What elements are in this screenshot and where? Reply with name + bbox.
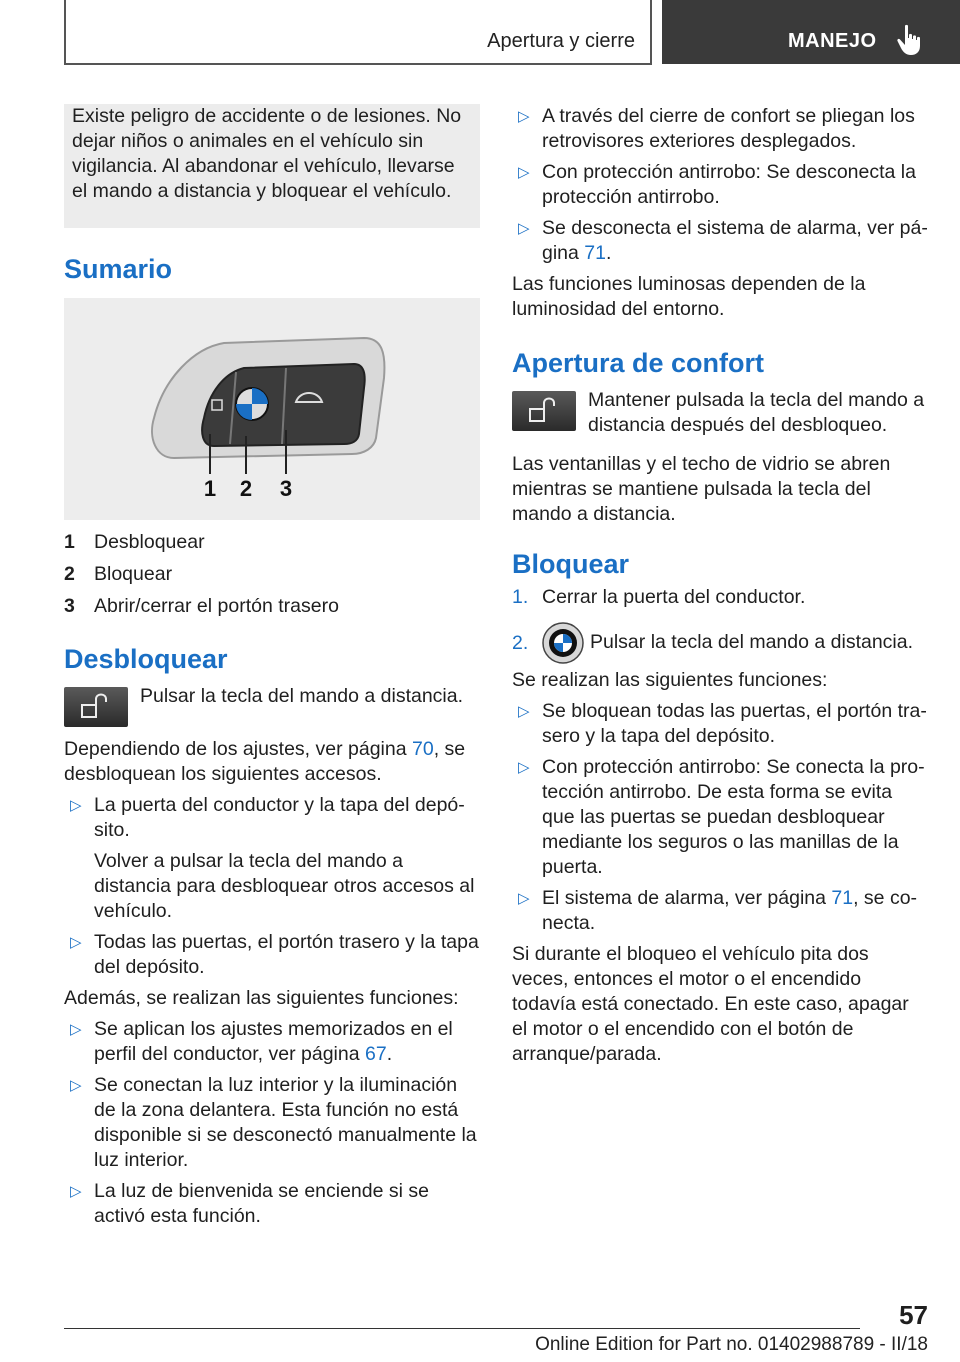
legend-item (64, 530, 480, 562)
bullet-text-end: , se conecta. (542, 887, 918, 934)
legend-label: Desbloquear (94, 531, 205, 553)
unlock-intro-text-end: , se desbloquean los siguientes accesos. (64, 738, 466, 785)
also-functions-text: Además, se realizan las siguientes funciones: (64, 987, 459, 1009)
comfort-key-row (512, 388, 928, 438)
bullet-item (512, 160, 928, 210)
triangle-bullet-icon: ▷ (518, 703, 530, 720)
bullet-item (64, 1179, 480, 1229)
bmw-lock-button-icon (542, 622, 584, 664)
triangle-bullet-icon: ▷ (518, 108, 530, 125)
unlock-key-icon (512, 391, 576, 431)
triangle-bullet-icon: ▷ (70, 1077, 82, 1094)
bullet-item (64, 793, 480, 924)
header-rule-bottom (64, 63, 652, 65)
sumario-legend (64, 530, 480, 626)
pointing-hand-icon (896, 24, 922, 56)
bullet-text: A través del cierre de confort se pliegan los retrovisores exteriores desplegados. (542, 105, 915, 152)
header-chapter-tab (662, 0, 960, 64)
legend-number: 3 (64, 595, 75, 617)
heading-apertura-confort: Apertura de confort (512, 348, 765, 378)
triangle-bullet-icon: ▷ (70, 1183, 82, 1200)
header-rule-divider (650, 0, 652, 64)
bullet-text-end: . (606, 242, 612, 264)
warning-box (64, 104, 480, 228)
bullet-item (512, 216, 928, 266)
bullet-text-part: Se aplican los ajustes memorizados en el perfil del conductor, ver página (94, 1018, 453, 1065)
warning-text: Existe peligro de accidente o de lesiones. No dejar niños o animales en el vehículo sin vigilancia. Al abandonar el vehículo, llevarse el mando a distancia y bloquear el vehículo. (72, 105, 462, 202)
comfort-key-text: Mantener pulsada la tecla del mando a distancia después del desbloqueo. (588, 389, 925, 436)
bullet-item (512, 699, 928, 749)
page-link-71[interactable]: 71 (584, 242, 606, 264)
bullet-text-end: . (386, 1043, 393, 1065)
legend-label: Bloquear (94, 563, 173, 585)
header-section-title: Apertura y cierre (487, 30, 635, 52)
bullet-text (94, 1017, 480, 1067)
bullet-text: Se bloquean todas las puertas, el portón trasero y la tapa del depósito. (542, 700, 927, 747)
right-column (512, 104, 928, 1067)
closing-text: Si durante el bloqueo el vehículo pita dos veces, entonces el motor o el encendido todavía está conectado. En este caso, apagar el motor o el encendido con el botón de arranque/parada. (512, 943, 909, 1065)
legend-number: 1 (64, 531, 75, 553)
unlock-key-row (64, 684, 480, 727)
step-number: 2. (512, 631, 529, 654)
lock-intro: Se realizan las siguientes funciones: (512, 669, 828, 691)
key-fob-illustration (64, 298, 480, 520)
bullet-subtext: Volver a pulsar la tecla del mando a distancia para desbloquear otros accesos al vehículo. (94, 850, 475, 922)
unlock-intro (64, 737, 480, 787)
triangle-bullet-icon: ▷ (70, 797, 82, 814)
figure-label-2: 2 (239, 476, 253, 501)
heading-sumario: Sumario (64, 254, 173, 284)
bullet-text: Todas las puertas, el portón trasero y la tapa del depósito. (94, 931, 479, 978)
bullet-text: Con protección antirrobo: Se desconecta la protección antirrobo. (542, 161, 916, 208)
header-chapter-label: MANEJO (788, 30, 877, 52)
triangle-bullet-icon: ▷ (518, 890, 530, 907)
footer-rule (64, 1328, 860, 1329)
bullet-text-part: Se desconecta el sistema de alarma, ver página (542, 217, 928, 264)
bullet-text: Se conectan la luz interior y la iluminación de la zona delantera. Esta función no está disponible si se desconectó manualmente la luz interior. (94, 1074, 477, 1171)
page-number: 57 (899, 1300, 928, 1330)
triangle-bullet-icon: ▷ (518, 759, 530, 776)
page-link-67[interactable]: 67 (365, 1043, 387, 1065)
bullet-item (512, 104, 928, 154)
legend-item (64, 562, 480, 594)
bullet-text: La puerta del conductor y la tapa del depósito. (94, 794, 465, 841)
heading-bloquear: Bloquear (512, 549, 630, 579)
step-item (512, 585, 928, 610)
triangle-bullet-icon: ▷ (518, 220, 530, 237)
bullet-text: Con protección antirrobo: Se conecta la protección antirrobo. De esta forma se evita que las puertas se puedan desbloquear mediante los seguros o las manillas de la puerta. (542, 756, 925, 878)
legend-item (64, 594, 480, 626)
footer-edition: Online Edition for Part no. 01402988789 - II/18 (535, 1334, 928, 1355)
key-fob-figure (64, 298, 480, 520)
comfort-text: Las ventanillas y el techo de vidrio se abren mientras se mantiene pulsada la tecla del mando a distancia. (512, 453, 891, 525)
unlock-intro-text: Dependiendo de los ajustes, ver página (64, 738, 412, 760)
figure-label-3: 3 (279, 476, 293, 501)
header-rule-left (64, 0, 66, 64)
bullet-item (512, 755, 928, 880)
unlock-key-text: Pulsar la tecla del mando a distancia. (140, 685, 464, 707)
lights-text: Las funciones luminosas dependen de la luminosidad del entorno. (512, 273, 866, 320)
bullet-item (64, 930, 480, 980)
bullet-item (512, 886, 928, 936)
legend-number: 2 (64, 563, 75, 585)
bullet-item (64, 1073, 480, 1173)
step-item (512, 622, 928, 664)
page-link-71[interactable]: 71 (831, 887, 854, 909)
triangle-bullet-icon: ▷ (518, 164, 530, 181)
step-number: 1. (512, 586, 529, 608)
triangle-bullet-icon: ▷ (70, 934, 82, 951)
heading-desbloquear: Desbloquear (64, 644, 228, 674)
triangle-bullet-icon: ▷ (70, 1021, 82, 1038)
page-link-70[interactable]: 70 (412, 738, 434, 760)
step-text: Pulsar la tecla del mando a distancia. (590, 631, 914, 654)
bullet-text: La luz de bienvenida se enciende si se activó esta función. (94, 1180, 429, 1227)
step-text: Cerrar la puerta del conductor. (542, 586, 806, 608)
bullet-text (542, 886, 928, 936)
left-column (64, 104, 480, 1229)
bullet-item (64, 1017, 480, 1067)
bullet-text-part: El sistema de alarma, ver página (542, 887, 832, 909)
legend-label: Abrir/cerrar el portón trasero (94, 595, 339, 617)
figure-label-1: 1 (203, 476, 217, 501)
unlock-key-icon (64, 687, 128, 727)
bullet-text (542, 216, 928, 266)
